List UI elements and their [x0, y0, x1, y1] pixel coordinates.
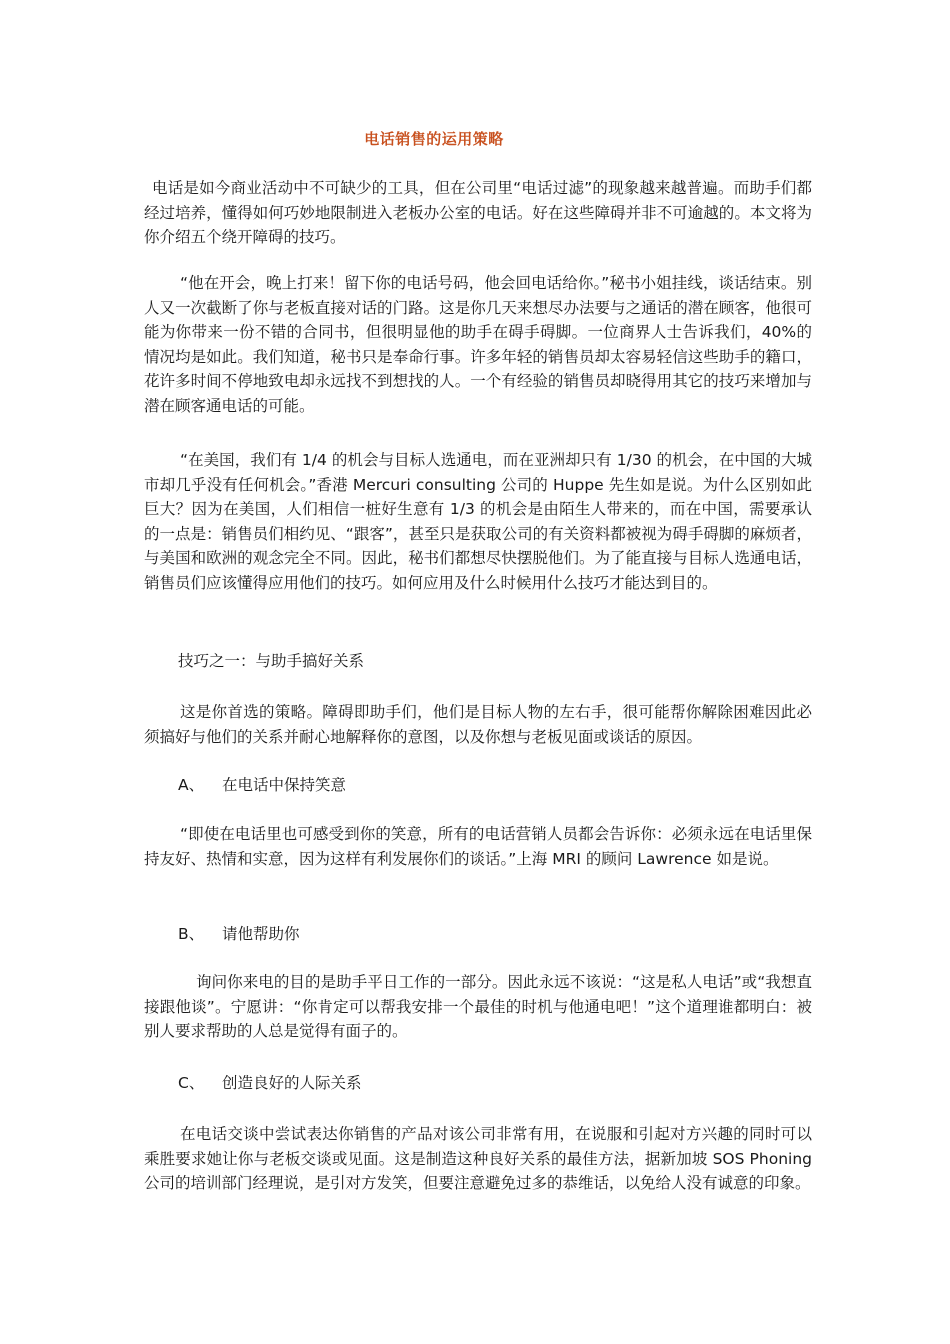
subsection-a-marker: A、	[178, 776, 205, 794]
subsection-c-title: 创造良好的人际关系	[222, 1074, 362, 1092]
subsection-a-paragraph: “即使在电话里也可感受到你的笑意，所有的电话营销人员都会告诉你：必须永远在电话里保持友好、热情和实意，因为这样有利发展你们的谈话。”上海 MRI 的顾问 Lawrence 如是说。	[144, 825, 812, 868]
intro-paragraph: 电话是如今商业活动中不可缺少的工具，但在公司里“电话过滤”的现象越来越普遍。而助手们都经过培养，懂得如何巧妙地限制进入老板办公室的电话。好在这些障碍并非不可逾越的。本文将为你介绍五个绕开障碍的技巧。	[144, 179, 812, 246]
subsection-b-title: 请他帮助你	[222, 925, 300, 943]
subsection-a-heading	[178, 773, 346, 797]
tip1-heading: 技巧之一：与助手搞好关系	[178, 652, 365, 670]
subsection-b-heading	[178, 922, 300, 946]
tip1-paragraph: 这是你首选的策略。障碍即助手们，他们是目标人物的左右手，很可能帮你解除困难因此必须搞好与他们的关系并耐心地解释你的意图，以及你想与老板见面或谈话的原因。	[144, 703, 812, 746]
paragraph-secretary: “他在开会，晚上打来！留下你的电话号码，他会回电话给你。”秘书小姐挂线，谈话结束。别人又一次截断了你与老板直接对话的门路。这是你几天来想尽办法要与之通话的潜在顾客，他很可能为你带来一份不错的合同书，但很明显他的助手在碍手碍脚。一位商界人士告诉我们，40%的情况均是如此。我们知道，秘书只是奉命行事。许多年轻的销售员却太容易轻信这些助手的籍口，花许多时间不停地致电却永远找不到想找的人。一个有经验的销售员却晓得用其它的技巧来增加与潜在顾客通电话的可能。	[144, 274, 812, 415]
document-title: 电话销售的运用策略	[364, 130, 504, 148]
subsection-c-marker: C、	[178, 1074, 205, 1092]
subsection-b-marker: B、	[178, 925, 205, 943]
paragraph-usa-asia: “在美国，我们有 1/4 的机会与目标人选通电，而在亚洲却只有 1/30 的机会，在中国的大城市却几乎没有任何机会。”香港 Mercuri consulting 公司的 Huppe 先生如是说。为什么区别如此巨大？因为在美国，人们相信一桩好生意有 1/3 的机会是由陌生人带来的，而在中国，需要承认的一点是：销售员们相约见、“跟客”，甚至只是获取公司的有关资料都被视为碍手碍脚的麻烦者，与美国和欧洲的观念完全不同。因此，秘书们都想尽快摆脱他们。为了能直接与目标人选通电话，销售员们应该懂得应用他们的技巧。如何应用及什么时候用什么技巧才能达到目的。	[144, 451, 812, 592]
subsection-b-paragraph: 询问你来电的目的是助手平日工作的一部分。因此永远不该说：“这是私人电话”或“我想直接跟他谈”。宁愿讲：“你肯定可以帮我安排一个最佳的时机与他通电吧！”这个道理谁都明白：被别人要求帮助的人总是觉得有面子的。	[144, 973, 812, 1040]
subsection-c-heading	[178, 1071, 362, 1095]
subsection-a-title: 在电话中保持笑意	[222, 776, 347, 794]
subsection-c-paragraph: 在电话交谈中尝试表达你销售的产品对该公司非常有用，在说服和引起对方兴趣的同时可以乘胜要求她让你与老板交谈或见面。这是制造这种良好关系的最佳方法，据新加坡 SOS Phoning 公司的培训部门经理说，是引对方发笑，但要注意避免过多的恭维话，以免给人没有诚意的印象。	[144, 1125, 812, 1192]
